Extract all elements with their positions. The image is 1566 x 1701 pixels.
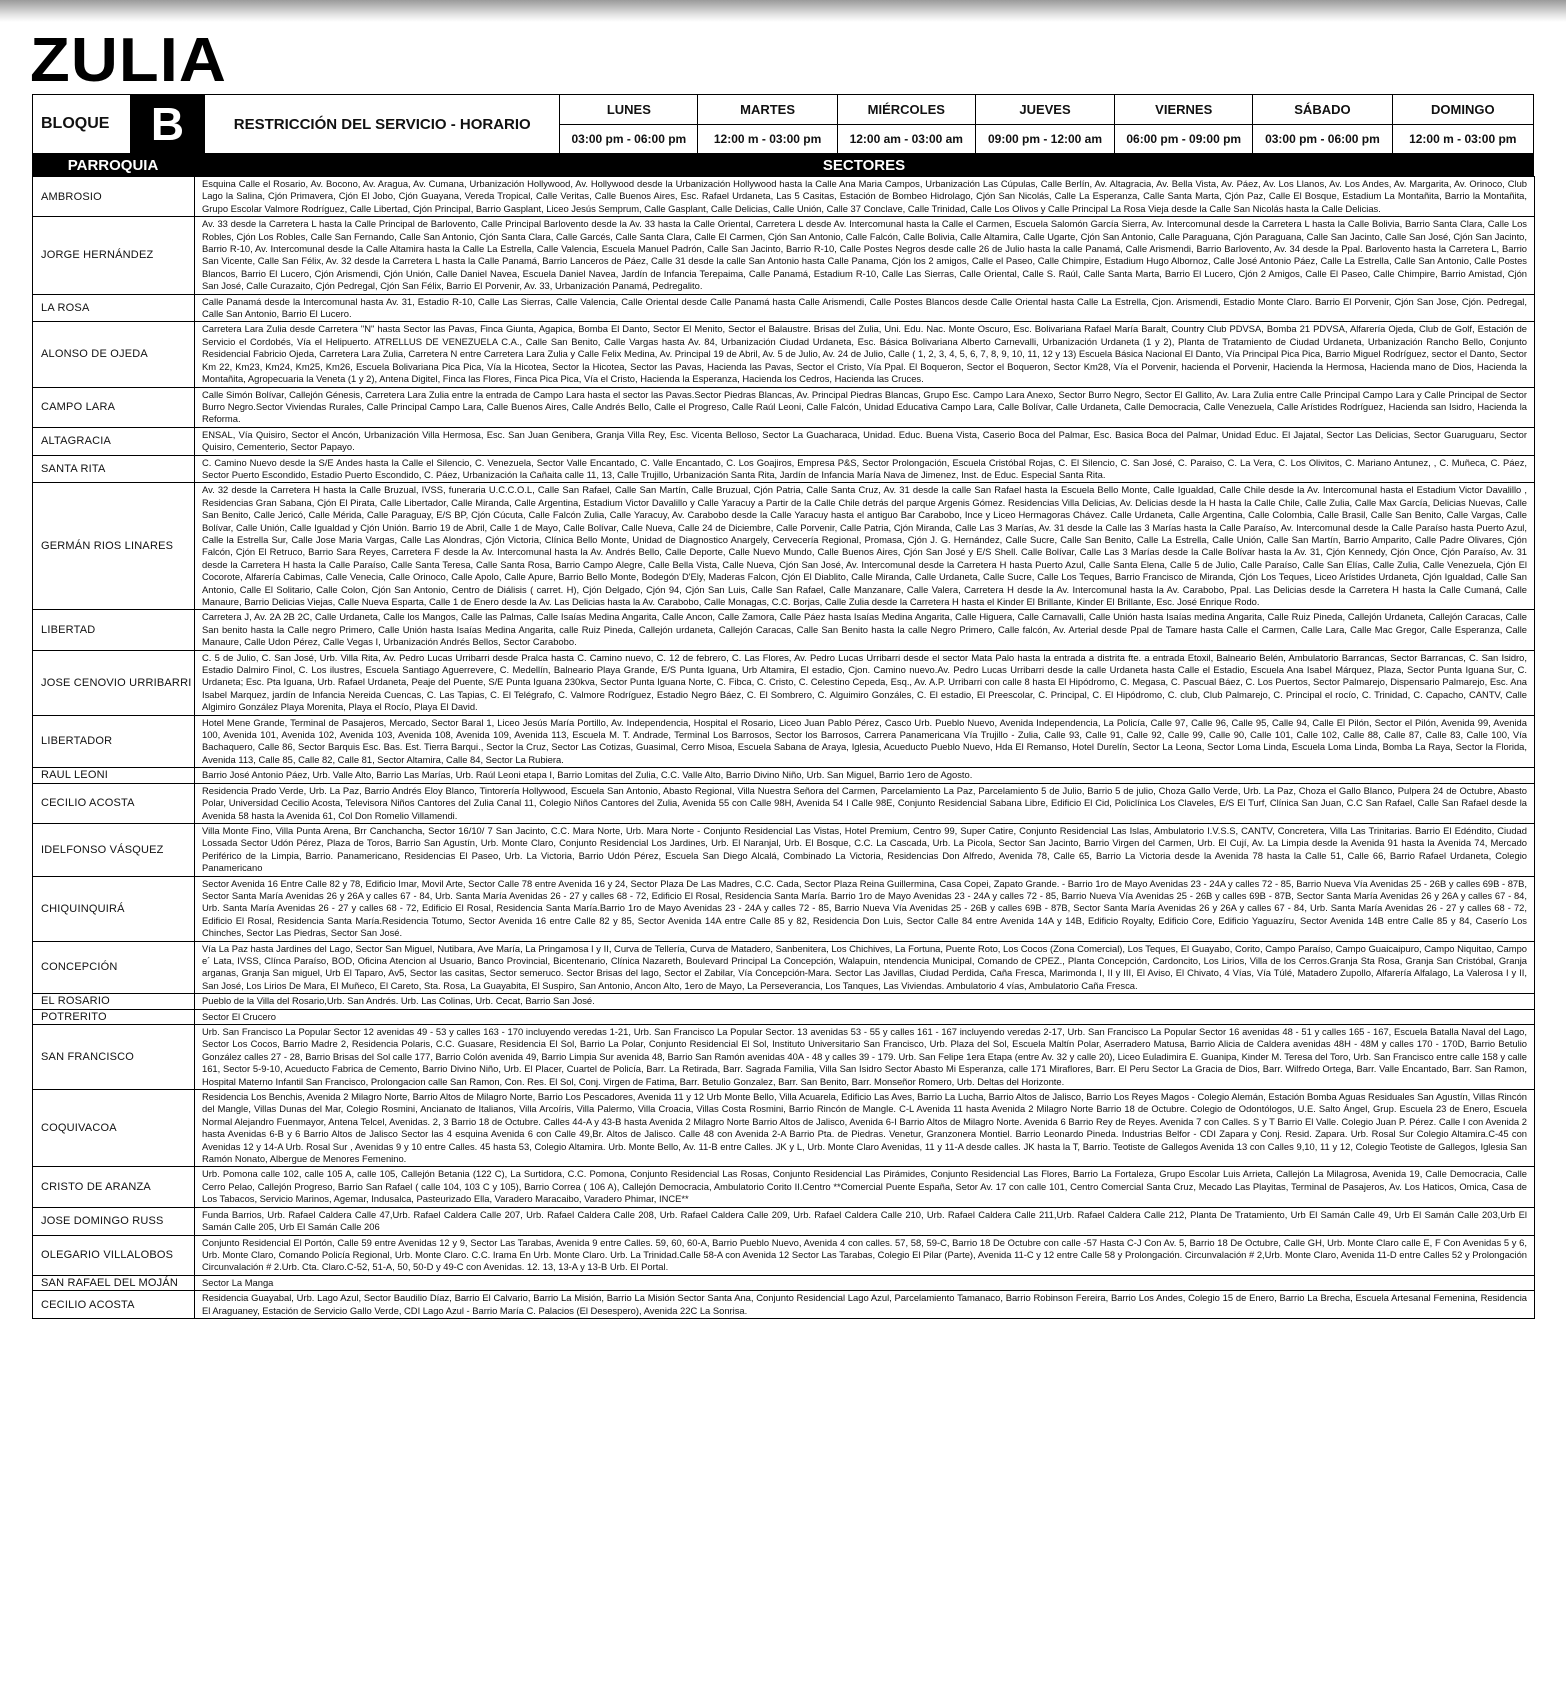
time-thursday: 09:00 pm - 12:00 am [975,125,1114,154]
table-row [33,768,1535,783]
schedule-header [32,94,1534,154]
parroquia-name: LIBERTAD [33,610,195,650]
day-sunday: DOMINGO [1392,95,1533,125]
parroquia-name: OLEGARIO VILLALOBOS [33,1235,195,1275]
parroquia-name: COQUIVACOA [33,1090,195,1167]
table-row [33,1207,1535,1235]
sectores-list: ENSAL, Vía Quisiro, Sector el Ancón, Urbanización Villa Hermosa, Esc. San Juan Genibera, Granja Villa Rey, Esc. Vicenta Belloso, Sector La Guacharaca, Unidad. Educ. Buena Vista, Caserio Boca del Palmar, Esc. Basica Boca del Palmar, Unidad Educ. El Jajatal, Sector Las Delicias, Sector Guaruguaru, Sector Quisiro, Cementerio, Sector Papayo. [195,427,1535,455]
sectores-list: Urb. Pomona calle 102, calle 105 A, calle 105, Callejón Betania (122 C), La Surtidora, C.C. Pomona, Conjunto Residencial Las Rosas, Conjunto Residencial Las Pirámides, Conjunto Residencial Las Flores, Barrio La Fortaleza, Grupo Escolar Luis Arrieta, Callejón La Milagrosa, Avenida 19, Calle Democracia, Calle Cerro Pelao, Callejón Progreso, Barrio San Rafael ( calle 104, 103 C y 105), Barrio Correa ( 106 A), Callejón Democracia, Ambulatorio Corito II.Centro **Comercial Puente España, Setor Av. 17 con calle 101, Centro Comercial Santa Cruz, Mecado Las Playitas, Terminal de Pasajeros, Av. Los Haticos, Omica, Casa de Los Tabacos, Servicio Marinos, Agemar, Indusalca, Pasteurizado Ella, Varadero Maracaibo, Varadero Phimar, INCE** [195,1167,1535,1207]
table-row [33,941,1535,994]
sectores-list: Conjunto Residencial El Portón, Calle 59 entre Avenidas 12 y 9, Sector Las Tarabas, Avenida 9 entre Calles. 59, 60, 60-A, Barrio Pueblo Nuevo, Avenida 4 con calles. 57, 58, 59-C, Barrio 18 De Octubre con calle -57 Hasta C-J Con Av. 5, Barrio 18 De Octubre, Calle GH, Urb. Monte Claro calle E, F Con Avenidas 5 y 6, Urb. Monte Claro, Comando Policía Regional, Urb. Monte Claro. C.C. Irama En Urb. Monte Claro. Urb. La Trinidad.Calle 58-A con Avenida 12 Sector Las Tarabas, Colegio El Pilar (Parte), Avenida 11-C y 12 entre Calle 58 y Prolongación. Circunvalación # 2,Urb. Monte Claro, Avenida 11-D entre Calles 52 y Prolongación Circunvalación # 2.Urb. Cta. Claro.C-52, 51-A, 50, 50-D y 49-C con Avenidas. 12. 13, 13-A y 13-B Urb. El Portal. [195,1235,1535,1275]
parroquia-name: LIBERTADOR [33,715,195,768]
sectores-list: Sector La Manga [195,1275,1535,1290]
table-row [33,294,1535,322]
sectores-list: Calle Simón Bolívar, Callejón Génesis, Carretera Lara Zulia entre la entrada de Campo Lara hasta el sector las Pavas.Sector Piedras Blancas, Av. Principal Piedras Blancas, Grupo Esc. Campo Lara Anexo, Sector Burro Negro, Sector El Gallito, Av. Lara Zulia entre Calle Principal Campo Lara y Calle Principal de Sector Burro Negro.Sector Viviendas Rurales, Calle Principal Campo Lara, Calle Buenos Aires, Calle Andrés Bello, Calle el Progreso, Calle Raúl Leoni, Calle Falcón, Unidad Educativa Campo Lara, Calle Bolívar, Calle Urdaneta, Calle Democracia, Calle Venezuela, Calle Arístides Rodríguez, Hacienda san Isidro, Hacienda la Reforma. [195,387,1535,427]
state-title: ZULIA [30,26,227,95]
sectores-list: Sector El Crucero [195,1009,1535,1024]
table-row [33,783,1535,823]
restriction-label: RESTRICCIÓN DEL SERVICIO - HORARIO [205,95,560,154]
sectores-list: Carretera J, Av. 2A 2B 2C, Calle Urdaneta, Calle los Mangos, Calle las Palmas, Calle Isaías Medina Angarita, Calle Ancon, Calle Zamora, Calle Páez hasta Isaías Medina Angarita, Calle Higuera, Calle Carnavalli, Calle Unión hasta Isaías medina Angarita, Calle Ruiz Pineda, Callejón Urdaneta, Callejón Caracas, Calle San benito hasta la Calle negro Primero, Calle Unión hasta Isaías Medina Angarita, calle Ruiz Pineda, Callejón urdaneta, Callejón Caracas, Calle San Benito hasta la calle Negro Primero, Calle falcón, Av. Arterial desde Ppal de Tamare hasta Calle el Carmen, Calle Lara, Calle Mac Gregor, Calle Esperanza, Calle Manaure, Calle Udon Pérez, Calle Vegas I, Urbanización Andrés Bellos, Sector Carabobo. [195,610,1535,650]
table-row [33,994,1535,1009]
sectores-list: Sector Avenida 16 Entre Calle 82 y 78, Edificio Imar, Movil Arte, Sector Calle 78 entre Avenida 16 y 24, Sector Plaza De Las Madres, C.C. Cada, Sector Plaza Reina Guillermina, Casa Copei, Zapato Grande. - Barrio 1ro de Mayo Avenidas 23 - 24A y calles 72 - 85, Barrio Nueva Vía Avenidas 25 - 26B y calles 69B - 87B, Sector Santa María Avenidas 26 y 26A y calles 67 - 84, Urb. Santa María Avenidas 26 - 27 y calles 68 - 72, Edificio El Rosal, Residencia Santa María. Barrio 1ro de Mayo Avenidas 23 - 24A y calles 72 - 85, Barrio Nueva Vía Avenidas 25 - 26B y calles 69B - 87B, Sector Santa María Avenidas 26 y 26A y calles 67 - 84, Urb. Santa María Avenidas 26 - 27 y calles 68 - 72, Edificio El Rosal, Residencia Santa María.Barrio 1ro de Mayo Avenidas 23 - 24A y calles 72 - 85, Barrio Nueva Vía Avenidas 25 - 26B y calles 69B - 87B, Sector Santa María Avenidas 26 y 26A y calles 67 - 84, Urb. Santa María Avenidas 26 - 27 y calles 68 - 72, Edificio El Rosal, Residencia Santa María.Residencia Totumo, Sector Avenida 16 entre Calle 82 y 85, Sector Avenida 14A entre Calle 85 y 82, Residencia Don Luis, Sector Calle 84 entre Avenida 14A y 14B, Edificio Royalty, Edificio Core, Edificio Yaguazíru, Sector Avenida 14B entre Calle 85 y 84, Caserío Los Chinches, Sector Las Piedras, Sector San José. [195,876,1535,941]
parroquia-header: PARROQUIA [67,156,159,174]
table-row [33,387,1535,427]
sectores-list: Hotel Mene Grande, Terminal de Pasajeros, Mercado, Sector Baral 1, Liceo Jesús María Portillo, Av. Independencia, Hospital el Rosario, Liceo Juan Pablo Pérez, Casco Urb. Pueblo Nuevo, Avenida Independencia, La Policía, Calle 97, Calle 96, Calle 95, Calle 94, Calle El Pilón, Sector el Pilón, Avenida 99, Avenida 100, Avenida 101, Avenida 102, Avenida 103, Avenida 108, Avenida 109, Avenida 113, Escuela M. T. Andrade, Terminal Los Barrosos, Sector los Barrosos, Carrera Panamericana Vía Trujillo - Zulia, Calle 93, Calle 91, Calle 92, Calle 99, Calle 90, Calle 101, Calle 102, Calle 88, Calle 87, Calle 83, Calle 100, Vía Bachaquero, Calle 86, Sector Barquis Esc. Bas. Est. Tierra Barqui., Sector la Cruz, Sector Las Cotizas, Guasimal, Cerro Misoa, Escuela Sabana de Araya, Iglesia, Acueducto Pueblo Nuevo, Hda El Remanso, Hotel Durelín, Sector La Leona, Sector Loma Linda, Escuela Loma Linda, Bomba La Raya, Sector la Florida, Avenida 113, Calle 85, Calle 82, Calle 81, Sector Altamira, Calle 84, Sector La Rubiera. [195,715,1535,768]
sectores-list: C. Camino Nuevo desde la S/E Andes hasta la Calle el Silencio, C. Venezuela, Sector Valle Encantado, C. Valle Encantado, C. Los Goajiros, Empresa P&S, Sector Prolongación, Escuela Cristóbal Rojas, C. El Silencio, C. San José, C. Paraiso, C. La Vera, C. Los Olivitos, C. Mariano Antunez, , C. Muñeca, C. Páez, Sector Puerto Escondido, Estadio Puerto Escondido, C. Páez, Urbanización la Cañaita calle 11, 13, Calle Trujillo, Urbanización Santa Rita, Jardín de Infancia María Nava de Jimenez, Inst. de Educ. Especial Santa Rita. [195,455,1535,483]
time-friday: 06:00 pm - 09:00 pm [1115,125,1253,154]
sectors-table [32,176,1535,1319]
table-row [33,715,1535,768]
table-row [33,1090,1535,1167]
sectores-header: SECTORES [822,156,906,174]
sectores-list: Pueblo de la Villa del Rosario,Urb. San Andrés. Urb. Las Colinas, Urb. Cecat, Barrio San José. [195,994,1535,1009]
parroquia-name: POTRERITO [33,1009,195,1024]
bloque-letter: B [130,95,204,154]
parroquia-name: ALONSO DE OJEDA [33,322,195,387]
sectores-list: Carretera Lara Zulia desde Carretera "N" hasta Sector las Pavas, Finca Giunta, Agapica, Bomba El Danto, Sector El Menito, Sector el Balaustre. Brisas del Zulia, Uni. Edu. Nac. Monte Oscuro, Esc. Bolivariana Rafael María Baralt, Country Club PDVSA, Bomba 21 PDVSA, Alfarería Ojeda, Club de Golf, Estación de Servicio el Cordobés, Vía el Helipuerto. ATRELLUS DE VENEZUELA C.A., Calle San Benito, Calle Vargas hasta Av. 84, Urbanización Ciudad Urdaneta, Esc. Básica Bolivariana Alberto Carnevalli, Urbanización Urdaneta (1 y 2), Planta de Tratamiento de Ciudad Urdaneta, Urbanización Rancho Bello, Conjunto Residencial Fabricio Ojeda, Carretera Lara Zulia, Carretera N entre Carretera Lara Zulia y Calle Felix Medina, Av. Principal 19 de Abril, Av. 5 de Julio, Av. 24 de Julio, Calle ( 1, 2, 3, 4, 5, 6, 7, 8, 9, 10, 11, 12 y 13) Escuela Básica Nacional El Danto, Vía Principal Pica Pica, Barrio Miguel Rodríguez, sector el Danto, Sector Km 22, Km23, Km24, Km25, Km26, Escuela Bolivariana Pica Pica, Vía la Hicotea, Sector la Hicotea, Sector las Pavas, Hacienda las Pavas, Sector el Cristo, Vía Ppal. El Boqueron, Sector el Boqueron, Sector Km28, Vía el Porvenir, hacienda el Porvenir, Hacienda la Hermosa, Hacienda mano de Dios, Hacienda la Montañita, Agropecuaria la Veneta (1 y 2), Antena Digitel, Finca las Flores, Finca Pica Pica, Vía el Cristo, Hacienda la Esperanza, Hacienda los Cedros, Hacienda las Cruces. [195,322,1535,387]
table-row [33,1235,1535,1275]
sectores-list: Av. 33 desde la Carretera L hasta la Calle Principal de Barlovento, Calle Principal Barlovento desde la Av. 33 hasta la Calle Oriental, Carretera L desde Av. Intercomunal hasta la Calle el Carmen, Escuela Salomón García Sierra, Av. Intercomunal desde la Carretera L hasta la Calle Bolivia, Barrio Santa Clara, Calle Los Robles, Cjón Los Robles, Calle San Fernando, Calle San Antonio, Cjón Santa Clara, Calle Garcés, Calle Santa Clara, Calle El Carmen, Cjón San Antonio, Calle Falcón, Calle Bolivia, Calle Altamira, Calle Ugarte, Cjón San Antonio, Calle Paraguana, Cjón Paraguana, Calle San Jacinto, Calle San José, Cjón San Jacinto, Barrio R-10, Av. Intercomunal desde la Calle Altamira hasta la Calle La Estrella, Calle Valencia, Escuela Manuel Padrón, Calle San Jacinto, Barrio R-10, Calle Postes Negros desde calle 26 de Julio hasta la calle Panamá, Calle Arismendi, Barrio Barlovento, Av. 34 desde la Ppal. Barlovento hasta la Carretera L, Barrio San Vicente, Calle San Félix, Av. 32 desde la Carretera L hasta la Calle Panamá, Barrio Lanceros de Páez, Calle 31 desde la calle San Antonio hasta Calle Panama, Cjón los 2 amigos, Calle el Paseo, Calle Chimpire, Estadium Hugo Albornoz, Calle José Antonio Páez, Calle La Estrella, Calle San Antonio, Calle Postes Blancos, Barrio El Lucero, Cjón Arismendi, Cjón Unión, Calle Daniel Navea, Escuela Daniel Navea, Jardín de Infancia Terepaima, Calle Panamá, Estadium R-10, Calle Las Sierras, Calle Oriental, Calle S. Raúl, Calle Santa Marta, Barrio El Lucero, Cjón 2 Amigos, Calle El Paseo, Calle Chimpire, Barrio Amistad, Cjón San José, Calle Curazaito, Cjón Pedregal, Cjón San Félix, Barrio El Porvenir, Av. 33, Urbanización Panamá, Pedregalito. [195,217,1535,294]
table-row [33,427,1535,455]
table-row [33,455,1535,483]
parroquia-name: SAN RAFAEL DEL MOJÁN [33,1275,195,1290]
table-row [33,483,1535,610]
document-page [30,26,1536,1319]
sectores-list: Av. 32 desde la Carretera H hasta la Calle Bruzual, IVSS, funeraria U.C.C.O.L, Calle San Rafael, Calle San Martín, Calle Bruzual, Cjón Patria, Calle Santa Cruz, Av. 31 desde la calle San Rafael hasta la Escuela Bello Monte, Calle Igualdad, Calle Chile desde la Av. Intercomunal hasta el Estadium Victor Davalillo , Residencias Gran Sabana, Cjón El Pirata, Calle Libertador, Calle Miranda, Calle Argentina, Estadium Victor Davalillo y Calle Yaracuy a Partir de la Calle Chile detrás del parque Argenis Gómez. Residencias Villa Delicias, Av. Delicias desde la H hasta la Calle Chile, Calle Zulia, Calle Max García, Delicias Nuevas, Calle San Benito, Calle Jericó, Calle Mérida, Calle Paraguay, E/S BP, Cjón Cúcuta, Calle Falcón Zulia, Calle Yaracuy, Av. Carabobo desde la Calle Yaracuy hasta el antiguo Bar Carabobo, Ince y Liceo Hermagoras Chávez. Calle Urdaneta, Calle Argentina, Calle Colombia, Calle Brasil, Calle San Benito, Calle Vargas, Calle Bolívar, Calle Unión, Calle Igualdad y Cjón Unión. Barrio 19 de Abril, Calle 1 de Mayo, Calle Bolívar, Calle Nueva, Calle 24 de Diciembre, Calle Porvenir, Calle Patria, Cjón Miranda, Calle Las 3 Marías, Av. 31 desde la Calle las 3 Marías hasta la Calle Paraíso, Av. Intercomunal desde la Calle Paraíso hasta Puerto Azul, Calle la Estrella Sur, Calle Jose Maria Vargas, Calle Las Alondras, Cjón Victoria, Clínica Bello Monte, Unidad de Diagnostico Anargely, Cervecería Regional, Promasa, Cjón J. G. Hernández, Calle Sucre, Calle San Benito, Calle La Estrella, Calle Unión, Calle San Martín, Barrio Amparito, Calle Padre Olivares, Cjón Falcón, Cjón El Retruco, Barrio Sara Reyes, Carretera F desde la Av. Intercomunal hasta la Av. Andrés Bello, Calle Deporte, Calle Nuevo Mundo, Calle Buenos Aires, Cjón San José y E/S Shell. Calle Bolívar, Calle Las 3 Marías desde la Calle Bolívar hasta la Av. 31, Cjón Kennedy, Cjón Once, Cjón Paraíso, Av. 31 desde la Carretera H hasta la Calle Paraíso, Calle Santa Teresa, Calle Santa Rosa, Barrio Campo Alegre, Calle Bella Vista, Calle Nueva, Cjón San José, Av. Intercomunal desde la Carretera H hasta Puerto Azul, Calle Santa Elena, Calle 5 de Julio, Calle Paraíso, Calle San Elías, Calle Zulia, Calle Venezuela, Cjón El Cocorote, Alfarería Cabimas, Calle Venecia, Calle Orinoco, Calle Apolo, Calle Apure, Barrio Bello Monte, Bodegón D'Ely, Maderas Falcon, Cjón El Diablito, Calle Miranda, Calle Urdaneta, Calle Sucre, Calle Los Teques, Barrio Francisco de Miranda, Cjón Los Teques, Liceo Arístides Urdaneta, Cjón Igualdad, Calle San Antonio, Calle El Solitario, Calle Colon, Cjón San Antonio, Centro de Diálisis ( carret. H), Cjón Delgado, Cjón 94, Cjón San Luis, Calle San Rafael, Calle Manzanare, Calle Valera, Carretera H desde la Av. Intercomunal hasta la Av. Carabobo, Ppal. Las Delicias desde la Carretera H hasta la Calle Cumaná, Calle Manaure, Barrio Delicias Viejas, Calle Nueva Esparta, Calle 1 de Enero desde la Av. Las Delicias hasta la Av. Carabobo, Calle Monagas, C.C. Borjas, Calle Zulia desde la Carretera H hasta el Kinder El Brillante, Kinder El Brillante, Esc. José Enrique Rodo. [195,483,1535,610]
bloque-label: BLOQUE [33,95,131,154]
table-row [33,1167,1535,1207]
day-tuesday: MARTES [698,95,837,125]
table-row [33,876,1535,941]
parroquia-name: SANTA RITA [33,455,195,483]
time-tuesday: 12:00 m - 03:00 pm [698,125,837,154]
parroquia-name: JORGE HERNÁNDEZ [33,217,195,294]
table-row [33,1009,1535,1024]
table-row [33,610,1535,650]
table-row [33,1025,1535,1090]
parroquia-name: CECILIO ACOSTA [33,1291,195,1319]
page-top-shadow [0,0,1566,22]
table-row [33,322,1535,387]
sectores-list: Residencia Prado Verde, Urb. La Paz, Barrio Andrés Eloy Blanco, Tintorería Hollywood, Escuela San Antonio, Abasto Regional, Villa Nuestra Señora del Carmen, Parcelamiento La Paz, Parcelamiento 5 de Julio, Barrio 5 de julio, Choza Gallo Verde, Urb. La Paz, Choza el Gallo Blanco, Pulpera 24 de Octubre, Abasto Polar, Universidad Cecilio Acosta, Televisora Niños Cantores del Zulia Canal 11, Colegio Niños Cantores del Zulia, Avenida 55 con Calle 98H, Avenida 54 I Calle 98E, Conjunto Residencial Sabana Libre, Edificio El Cid, Policlínica Los Claveles, E/S El Turf, Clínica San Juan, C.C San Rafael, Calle San Rafael desde la Avenida 58 hasta la Avenida 61, Col Don Romelio Villamendi. [195,783,1535,823]
sectores-list: Funda Barrios, Urb. Rafael Caldera Calle 47,Urb. Rafael Caldera Calle 207, Urb. Rafael Caldera Calle 208, Urb. Rafael Caldera Calle 209, Urb. Rafael Caldera Calle 210, Urb. Rafael Caldera Calle 211,Urb. Rafael Caldera Calle 212, Planta De Tratamiento, Urb El Samán Calle 49, Urb El Samán Calle 203,Urb El Samán Calle 205, Urb El Samán Calle 206 [195,1207,1535,1235]
sectores-list: Vía La Paz hasta Jardines del Lago, Sector San Miguel, Nutibara, Ave María, La Pringamosa I y II, Curva de Tellería, Curva de Matadero, Sanbenitera, Los Chichives, La Fortuna, Puente Roto, Los Cocos (Zona Comercial), Los Teques, El Guayabo, Corito, Campo Paraíso, Campo Guaicaipuro, Campo Niquitao, Campo e´ Lata, IVSS, Clínca Paraíso, BOD, Oficina Atencion al Usuario, Banco Provincial, Bicentenario, Clínica Nazareth, Boulevard Principal La Concepción, Walapuin, ntendencia Municipal, Comando de CPEZ., Planta Concepción, Cardoncito, Los Lirios, Villa de los Cerros.Granja Sta Rosa, Granja San Cristóbal, Granja arganas, Granja San miguel, Urb El Taparo, Av5, Sector las casitas, Sector semeruco. Sector Brisas del lago, Sector el Zabilar, Vía Concepción-Mara. Sector Las Javillas, Ciudad Perdida, Caña Fresca, Marimonda I, II y III, El Aviso, El Chivato, 4 Vías, Vía Túlé, Matadero Zupollo, Alfarería Alfalago, La Valerosa I y II, San José, Los Lirios De Mara, El Muñeco, El Careto, Sta. Rosa, La Guayabita, El Suspiro, San Antonio, Ancon Alto, 1ero de Mayo, La Perseverancia, Los Tanques, Las Viviendas. Ambulatorio 4 vías, Ambulatorio Caña Fresca. [195,941,1535,994]
parroquia-name: CAMPO LARA [33,387,195,427]
sectores-list: Urb. San Francisco La Popular Sector 12 avenidas 49 - 53 y calles 163 - 170 incluyendo veredas 1-21, Urb. San Francisco La Popular Sector. 13 avenidas 53 - 55 y calles 161 - 167 incluyendo veredas 2-17, Urb. San Francisco La Popular Sector 16 avenidas 48 - 51 y calles 165 - 167, Escuela Batalla Naval del Lago, Sector Los Cocos, Barrio Madre 2, Residencia Polaris, C.C. Guasare, Residencia El Sol, Barrio La Polar, Conjunto Residencial El Sol, Instituto Universitario San Francisco, Urb. Plaza del Sol, Escuela Maltín Polar, Aserradero Matusa, Barrio Alicia de Caldera avenidas 48H - 48M y calles 170 - 170D, Barrio Betulio González calles 27 - 28, Barrio Brisas del Sol calle 177, Barrio Colón avenida 49, Barrio Limpia Sur avenida 48, Barrio San Ramón avenidas 40A - 48 y calles 39 - 179. Urb. San Felipe 1era Etapa (entre Av. 32 y calle 20), Liceo Euladimira E. Guanipa, Kinder M. Teresa del Toro, Urb. San Francisco entre calle 158 y calle 161, Sector 5-9-10, Acueducto Fabrica de Cemento, Barrio Divino Niño, Urb. El Placer, Cuartel de Policía, Barr. La Retirada, Barr. Sagrada Familia, Villa San Isidro Sector Abasto Mi Esperanza, calle 171 Miraflores, Barr. El Peru Sector La Gracia de Dios, Barr. Wilfredo Ortega, Barr. Valle Encantado, Barr. San Ramon, Hospital Materno Infantil San Francisco, Prolongacion calle San Ramon, Con. Res. El Sol, Conj. Virgen de Fatima, Barr. Betulio Gonzalez, Barr. San Benito, Barr. Monseñor Romero, Urb. Deltas del Horizonte. [195,1025,1535,1090]
table-row [33,1275,1535,1290]
sectors-table-body [33,177,1535,1319]
parroquia-name: AMBROSIO [33,177,195,217]
parroquia-name: JOSE CENOVIO URRIBARRI [33,650,195,715]
parroquia-name: JOSE DOMINGO RUSS [33,1207,195,1235]
table-row [33,177,1535,217]
time-saturday: 03:00 pm - 06:00 pm [1253,125,1392,154]
time-wednesday: 12:00 am - 03:00 am [837,125,975,154]
day-wednesday: MIÉRCOLES [837,95,975,125]
day-thursday: JUEVES [975,95,1114,125]
table-row [33,217,1535,294]
sectores-list: Residencia Los Benchis, Avenida 2 Milagro Norte, Barrio Altos de Milagro Norte, Barrio Los Pescadores, Avenida 11 y 12 Urb Monte Bello, Villa Acuarela, Edificio Las Aves, Barrio La Lucha, Barrio Altos de Jalisco, Barrio Los Reyes Magos - Colegio Alemán, Estación Bomba Aguas Residuales San Agustín, Villas Rincón del Mangle, Villas Dunas del Mar, Colegio Rosmini, Ancianato de Italianos, Villa Arcoíris, Villa Palermo, Villa Croacia, Villas Costa Rosmini, Barrio Rincón de Mangle. C-L Avenida 11 hasta Avenida 2 Milagro Norte Barrio 18 de Octubre. Colegio de Odontólogos, U.E. Salto Ángel, Grup. Escuela 23 de Enero, Escuela Normal Alejandro Fuenmayor, Antena Telcel, Avenidas. 2, 3 Barrio 18 de Octubre. Calles 44-A y 43-B hasta Avenida 2 Milagro Norte Barrio Altos de Jalisco, Avenida 6-I Barrio Altos de Milagro Norte. Avenida 6 Barrio Rey de Reyes. Avenida 7 con Calles. S y T Barrio El Valle. Colegio Juan P. Pérez. Calle I con Avenida 2 hasta Avenidas 6-B y 6 Barrio Altos de Jalisco Sector las 4 esquina Avenida 6 con Calle 49,Br. Altos de Jalisco. Calle 48 con Avenida 2-A Barrio Pta. de Piedras. Venetur, Granzonera Montiel. Barrio Leonardo Pineda. Industrias Belfor - CDI Zapara y Conj. Resid. Zapara. Urb. Rosal Sur Colegio Altamira.C-45 con Avenidas 12 y 14-A Urb. Rosal Sur , Avenidas 9 y 10 entre Calles. 45 hasta 53, Colegio Altamira. Urb. Monte Bello, Av. 11-B entre Calles. JK y L, Urb. Monte Claro Avenidas, 11 y 11-A desde calles. JK hasta la T, Barrio. Teotiste de Gallegos Avenida 13 con Calles 9,10, 11 y 12, Colegio Teotiste de Gallegos, Iglesia San Ramón Nonato, Albergue de Menores Femenino. [195,1090,1535,1167]
time-monday: 03:00 pm - 06:00 pm [560,125,698,154]
parroquia-name: CRISTO DE ARANZA [33,1167,195,1207]
sectores-list: Esquina Calle el Rosario, Av. Bocono, Av. Aragua, Av. Cumana, Urbanización Hollywood, Av. Hollywood desde la Urbanización Hollywood hasta la Calle Ana Maria Campos, Urbanización Las Cúpulas, Calle Berlín, Av. Altagracia, Av. Bella Vista, Av. Páez, Av. Los Llanos, Av. Los Andes, Av. Margarita, Av. Orinoco, Club Lago la Salina, Cjón Primavera, Cjón El Jobo, Cjón Guayana, Vereda Tropical, Calle Veritas, Calle Buenos Aires, Esc. Rafael Urdaneta, Las 5 Casitas, Estación de Bombeo Hidrolago, Cjón San Nicolás, Calle La Esperanza, Calle Santa Marta, Cjón Paz, Calle El Bosque, Estadium La Montañita, Barrio la Montañita, Grupo Escolar Valmore Rodríguez, Calle Libertad, Cjón Principal, Barrio Gasplant, Liceo Jesús Semprum, Calle Gasplant, Calle Delicias, Calle Unión, Calle 37 Conclave, Calle Trinidad, Calle Los Olivos y Calle Principal La Rosa Vieja desde la Calle San Nicolás hasta la Calle Delicias. [195,177,1535,217]
parroquia-name: GERMÁN RIOS LINARES [33,483,195,610]
day-friday: VIERNES [1115,95,1253,125]
table-row [33,1291,1535,1319]
parroquia-name: IDELFONSO VÁSQUEZ [33,823,195,876]
sectores-list: Calle Panamá desde la Intercomunal hasta Av. 31, Estadio R-10, Calle Las Sierras, Calle Valencia, Calle Oriental desde Calle Panamá hasta Calle Arismendi, Calle Postes Blancos desde Calle Oriental hasta Calle La Estrella, Cjon. Arismendi, Estadio Monte Claro. Barrio El Porvenir, Cjón San Jose, Cjón. Pedregal, Calle San Antonio, Barrio El Lucero. [195,294,1535,322]
time-sunday: 12:00 m - 03:00 pm [1392,125,1533,154]
day-monday: LUNES [560,95,698,125]
parroquia-name: LA ROSA [33,294,195,322]
table-row [33,650,1535,715]
parroquia-name: CECILIO ACOSTA [33,783,195,823]
sectores-list: Barrio José Antonio Páez, Urb. Valle Alto, Barrio Las Marías, Urb. Raúl Leoni etapa I, Barrio Lomitas del Zulia, C.C. Valle Alto, Barrio Divino Niño, Urb. San Miguel, Barrio 1ero de Agosto. [195,768,1535,783]
parroquia-name: RAUL LEONI [33,768,195,783]
parroquia-name: CHIQUINQUIRÁ [33,876,195,941]
day-saturday: SÁBADO [1253,95,1392,125]
column-header-bar [32,154,1534,176]
parroquia-name: SAN FRANCISCO [33,1025,195,1090]
parroquia-name: EL ROSARIO [33,994,195,1009]
sectores-list: Residencia Guayabal, Urb. Lago Azul, Sector Baudilio Díaz, Barrio El Calvario, Barrio La Misión, Barrio La Misión Sector Santa Ana, Conjunto Residencial Lago Azul, Parcelamiento Tamanaco, Barrio Robinson Fereira, Barrio Los Andes, Colegio 15 de Enero, Barrio La Brecha, Escuela Artesanal Femenina, Residencia El Araguaney, Estación de Servicio Gallo Verde, CDI Lago Azul - Barrio María C. Palacios (El Desespero), Avenida 22C La Sonrisa. [195,1291,1535,1319]
parroquia-name: CONCEPCIÓN [33,941,195,994]
parroquia-name: ALTAGRACIA [33,427,195,455]
sectores-list: C. 5 de Julio, C. San José, Urb. Villa Rita, Av. Pedro Lucas Urribarri desde Pralca hasta C. Camino nuevo, C. 12 de febrero, C. Las Flores, Av. Pedro Lucas Urribarri desde el sector Mata Palo hasta la entrada a distrita fte. a entrada Etoxil, Balneario Belén, Ambulatorio Barrancas, Sector Barrancas, C. San Isidro, Estadio Dalmiro Finol, C. Los ilustres, Escuela Santiago Aguerrevere, C. Medellín, Balneario Playa Grande, E/S Punta Iguana, Urb Altamira, El estadio, Cjon. Camino nuevo.Av. Pedro Lucas Urribarri desde la calle Urdaneta hasta Calle el Estadio, Escuela Ana Isabel Márquez, Plaza, Sector Punta Iguana Sur, C. Urdaneta; Esc. Pta Iguana, Urb. Rafael Urdaneta, Peaje del Puente, S/E Punta Iguana 230kva, Sector Punta Iguana Norte, C. Fibca, C. Cristo, C. Celestino Cepeda, Esq., Av. A.P. Urribarri con calle 8 hasta El Hipódromo, C. Megasa, C. Pascual Báez, C. Los Puertos, Sector Palmarejo, Dispensario Palmarejo, Esc. Ana Isabel Marquez, jardín de Infancia Nereida Cuencas, C. Las Tapias, C. El Telégrafo, C. Valmore Rodríguez, Estadio Negro Báez, C. El Sombrero, C. Alguimiro Gonzáles, C. El estadio, El Preescolar, C. Principal, C. El Hipódromo, C. club, Club Palmarejo, C. Principal el rocío, C. Trinidad, C. Capacho, CANTV, Calle Algimiro González Playa Morenita, Playa el Rocío, Playa El David. [195,650,1535,715]
sectores-list: Villa Monte Fino, Villa Punta Arena, Brr Canchancha, Sector 16/10/ 7 San Jacinto, C.C. Mara Norte, Urb. Mara Norte - Conjunto Residencial Las Vistas, Hotel Premium, Centro 99, Super Catire, Conjunto Residencial Las Islas, Ambulatorio I.V.S.S, CANTV, Concretera, Villa Las Trinitarias. Barrio El Edéndito, Ciudad Lossada Sector Udón Pérez, Plaza de Toros, Barrio San Agustín, Urb. Monte Claro, Conjunto Residencial Los Jardines, Urb. El Naranjal, Urb. El Bosque, C.C. La Cascada, Urb. La Picola, Sector San Jacinto, Barrio Virgen del Carmen, Urb. El Cují, Av. La Limpia desde la Avenida 91 hasta la Avenida 74, Mercado Periférico de la Limpia, Barrio. Panamericano, Residencias El Paseo, Urb. La Victoria, Barrio Udón Pérez, Escuela San Diego Alcalá, Combinado La Victoria, Residencias Don Alfredo, Avenida 78, Calle 65, Barrio La Victoria desde la Avenida 78 hasta la Calle 51, Calle 66, Barrio Rafael Urdaneta, Colegio Panamericano [195,823,1535,876]
table-row [33,823,1535,876]
